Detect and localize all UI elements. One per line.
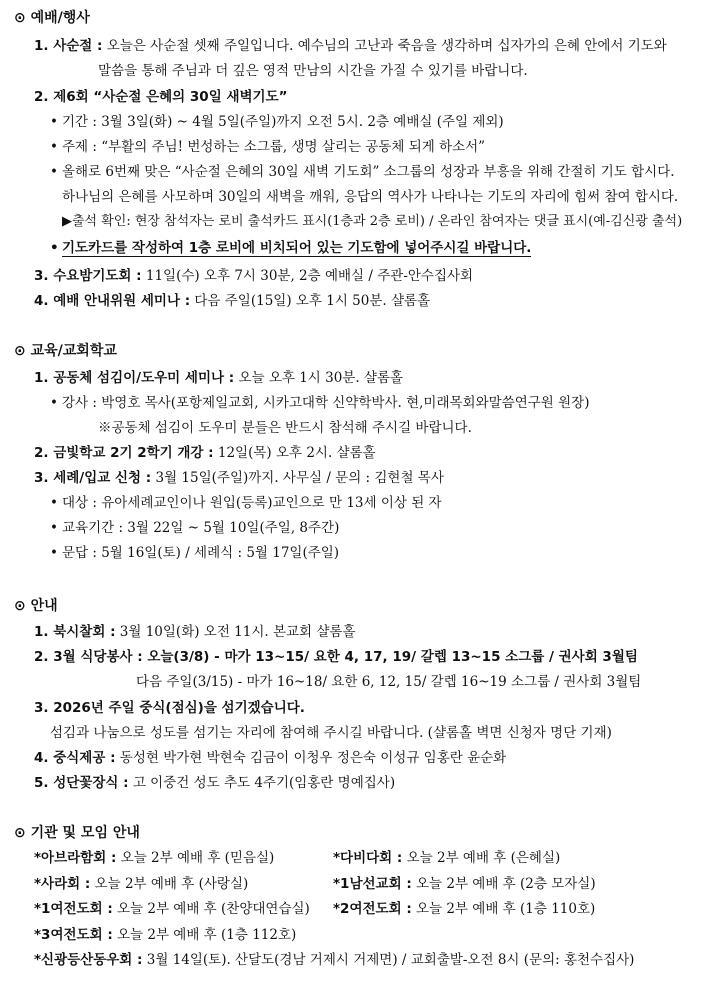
section-marker-icon: ⊙: [14, 343, 26, 359]
item-label: 2. 금빛학교 2기 2학기 개강 :: [34, 445, 214, 461]
worship-item-2-label: 2. 제6회 “사순절 은혜의 30일 새벽기도”: [34, 89, 288, 105]
item-text: 오늘 오후 1시 30분. 샬롬홀: [238, 370, 404, 386]
section-title: 안내: [30, 598, 58, 614]
group-text: 오늘 2부 예배 후 (1층 112호): [117, 927, 297, 943]
bullet-icon: •: [50, 545, 58, 561]
group-text: 오늘 2부 예배 후 (찬양대연습실): [117, 901, 310, 917]
worship-item-3: [34, 265, 473, 287]
education-item-3-bullet-3: [50, 542, 339, 564]
prayer-card-notice: 기도카드를 작성하여 1층 로비에 비치되어 있는 기도함에 넣어주시길 바랍니다.: [62, 240, 532, 256]
item-label: 1. 사순절 :: [34, 38, 103, 54]
bullet-text: 올해로 6번째 맞은 “사순절 은혜의 30일 새벽 기도회” 소그룹의 성장과 부흥을 위해 간절히 기도 합시다.: [62, 164, 675, 180]
item-label: 3. 세례/입교 신청 :: [34, 470, 152, 486]
education-item-3: [34, 467, 444, 489]
item-text: 동성현 박가현 박현숙 김금이 이청우 정은숙 이성규 임홍란 윤순화: [119, 750, 507, 766]
item-label: 1. 북시찰회 :: [34, 624, 116, 640]
section-notice-heading: [14, 595, 58, 617]
group-text: 3월 14일(토). 산달도(경남 거제시 거제면) / 교회출발-오전 8시 (문의: 홍천수집사): [146, 952, 635, 968]
group-label: *사라회 :: [34, 876, 91, 892]
group-label: *1여전도회 :: [34, 901, 113, 917]
group-women-2: [333, 898, 595, 920]
group-women-3: [34, 924, 296, 946]
bullet-icon: •: [50, 495, 58, 511]
item-text: 12일(목) 오후 2시. 샬롬홀: [217, 445, 376, 461]
item-label: 1. 공동체 섬김이/도우미 세미나 :: [34, 370, 235, 386]
section-groups-heading: [14, 822, 140, 844]
group-label: *3여전도회 :: [34, 927, 113, 943]
notice-item-1: [34, 621, 356, 643]
bullet-icon: •: [50, 114, 58, 130]
item-label: 5. 성단꽃장식 :: [34, 775, 129, 791]
worship-item-2-bullet-1: [50, 111, 504, 133]
notice-item-5: [34, 772, 395, 794]
group-text: 오늘 2부 예배 후 (믿음실): [120, 850, 275, 866]
bullet-icon: •: [50, 395, 58, 411]
group-abraham: [34, 847, 274, 869]
group-label: *다비다회 :: [333, 850, 403, 866]
item-text: 11일(수) 오후 7시 30분, 2층 예배실 / 주관-안수집사회: [145, 268, 474, 284]
bullet-icon: •: [50, 240, 59, 256]
group-men-1: [333, 873, 596, 895]
group-label: *아브라함회 :: [34, 850, 117, 866]
notice-item-3: 3. 2026년 주일 중식(점심)을 섬기겠습니다.: [34, 700, 305, 716]
item-text: 오늘은 사순절 셋째 주일입니다. 예수님의 고난과 죽음을 생각하며 십자가의 은혜 안에서 기도와: [106, 38, 667, 54]
attendance-note: ▶출석 확인: 현장 참석자는 로비 출석카드 표시(1층과 2층 로비) / 온라인 참여자는 댓글 표시(예-김신광 출석): [62, 214, 683, 229]
section-marker-icon: ⊙: [14, 825, 26, 841]
group-label: *2여전도회 :: [333, 901, 412, 917]
bullet-text: 강사 : 박영호 목사(포항제일교회, 시카고대학 신약학박사. 현,미래목회와말씀연구원 원장): [62, 395, 590, 411]
notice-item-3-cont: 섬김과 나눔으로 성도를 섬기는 자리에 참여해 주시길 바랍니다. (샬롬홀 벽면 신청자 명단 기재): [50, 725, 612, 741]
section-worship-heading: [14, 7, 90, 29]
bullet-text: 문답 : 5월 16일(토) / 세례식 : 5월 17일(주일): [62, 545, 340, 561]
bullet-text: 기간 : 3월 3일(화) ~ 4월 5일(주일)까지 오전 5시. 2층 예배실 (주일 제외): [62, 114, 504, 130]
worship-item-4: [34, 290, 430, 312]
group-text: 오늘 2부 예배 후 (사랑실): [94, 876, 249, 892]
item-label: 3. 수요밤기도회 :: [34, 268, 142, 284]
section-title: 기관 및 모임 안내: [30, 825, 140, 841]
bullet-icon: •: [50, 139, 58, 155]
item-text: 고 이중건 성도 추도 4주기(임홍란 명예집사): [132, 775, 396, 791]
item-label: 4. 중식제공 :: [34, 750, 116, 766]
worship-item-2-bullet-3-cont: 하나님의 은혜를 사모하며 30일의 새벽을 깨워, 응답의 역사가 나타나는 기도의 자리에 힘써 참여 합시다.: [62, 189, 679, 205]
section-title: 교육/교회학교: [30, 343, 117, 359]
worship-item-2-bullet-3: [50, 161, 675, 183]
item-text: 3월 10일(화) 오전 11시. 본교회 샬롬홀: [119, 624, 356, 640]
item-text: 3월 15일(주일)까지. 사무실 / 문의 : 김현철 목사: [155, 470, 444, 486]
bullet-text: 대상 : 유아세례교인이나 원입(등록)교인으로 만 13세 이상 된 자: [62, 495, 442, 511]
bullet-text: 교육기간 : 3월 22일 ~ 5월 10일(주일, 8주간): [62, 520, 340, 536]
item-text: 다음 주일(15일) 오후 1시 50분. 샬롬홀: [194, 293, 431, 309]
group-sarah: [34, 873, 248, 895]
bullet-text: 주제 : “부활의 주님! 번성하는 소그룹, 생명 살리는 공동체 되게 하소서”: [62, 139, 486, 155]
worship-item-1: [34, 35, 667, 57]
group-label: *1남선교회 :: [333, 876, 412, 892]
group-dabida: [333, 847, 560, 869]
group-text: 오늘 2부 예배 후 (은혜실): [406, 850, 561, 866]
notice-item-2: 2. 3월 식당봉사 : 오늘(3/8) - 마가 13~15/ 요한 4, 17, 19/ 갈렙 13~15 소그룹 / 권사회 3월팀: [34, 649, 638, 665]
group-label: *신광등산동우회 :: [34, 952, 143, 968]
bullet-icon: •: [50, 520, 58, 536]
notice-item-2-cont: 다음 주일(3/15) - 마가 16~18/ 요한 6, 12, 15/ 갈렙 16~19 소그룹 / 권사회 3월팀: [136, 674, 642, 690]
section-marker-icon: ⊙: [14, 598, 26, 614]
education-item-3-bullet-1: [50, 492, 442, 514]
worship-item-2-bullet-2: [50, 136, 485, 158]
group-hiking-club: [34, 949, 634, 971]
section-education-heading: [14, 340, 117, 362]
group-women-1: [34, 898, 310, 920]
education-item-1-bullet-1: [50, 392, 589, 414]
education-item-1: [34, 367, 403, 389]
education-item-3-bullet-2: [50, 517, 339, 539]
section-marker-icon: ⊙: [14, 10, 26, 26]
education-item-2: [34, 442, 376, 464]
group-text: 오늘 2부 예배 후 (1층 110호): [416, 901, 596, 917]
worship-item-1-cont: 말씀을 통해 주님과 더 깊은 영적 만남의 시간을 가질 수 있기를 바랍니다.: [98, 63, 528, 79]
notice-item-4: [34, 747, 506, 769]
item-label: 4. 예배 안내위원 세미나 :: [34, 293, 191, 309]
worship-item-2-bullet-4: [50, 237, 531, 259]
bullet-icon: •: [50, 164, 58, 180]
section-title: 예배/행사: [30, 10, 90, 26]
education-item-1-note: ※공동체 섬김이 도우미 분들은 반드시 참석해 주시길 바랍니다.: [98, 420, 472, 436]
group-text: 오늘 2부 예배 후 (2층 모자실): [416, 876, 596, 892]
